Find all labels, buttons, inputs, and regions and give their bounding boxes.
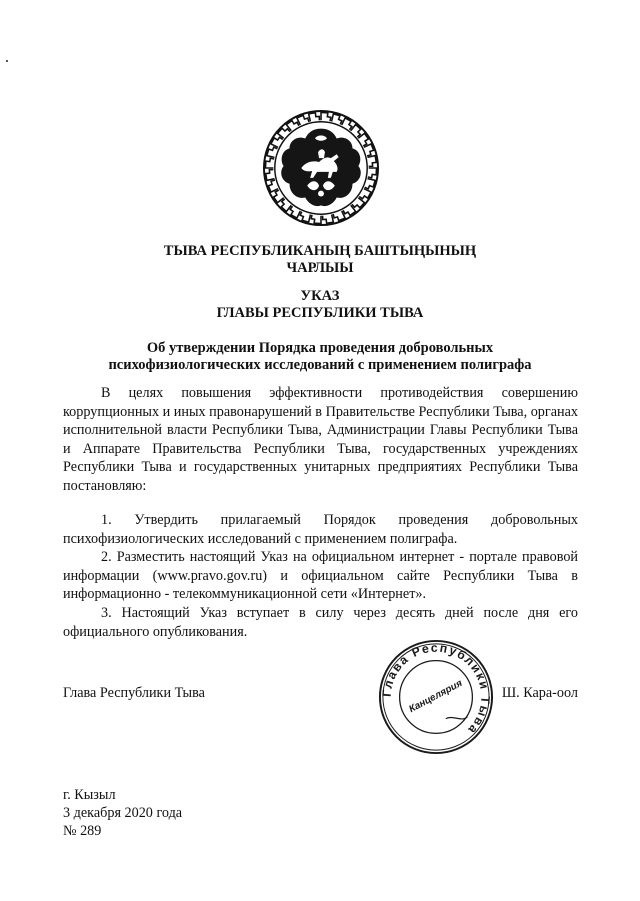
decree-item-2: 2. Разместить настоящий Указ на официальном интернет - портале правовой информации (www.pravo.gov.ru) и официальном сайте Республики Тыва в информационно - телекоммуникационной сети «Интернет». [63, 549, 578, 603]
decree-heading [60, 288, 580, 322]
republic-name-line-2: ЧАРЛЫЫ [286, 260, 354, 276]
meander-segment [265, 158, 274, 168]
meander-segment [368, 168, 377, 178]
decree-items [63, 511, 578, 641]
decree-city: г. Кызыл [63, 787, 116, 803]
meander-segment [367, 156, 376, 167]
meander-segment [309, 113, 320, 122]
meander-segment [323, 214, 334, 223]
decree-number: № 289 [63, 823, 102, 839]
decree-title-line-2: психофизиологических исследований с применением полиграфа [108, 357, 532, 373]
meander-segment [311, 215, 321, 224]
stamp-inner-text: Канцелярия [407, 677, 465, 716]
decree-issuer: ГЛАВЫ РЕСПУБЛИКИ ТЫВА [216, 305, 424, 321]
meander-segment [266, 170, 275, 181]
decree-item-1: 1. Утвердить прилагаемый Порядок проведения добровольных психофизиологических исследований с применением полиграфа. [63, 512, 578, 547]
decree-word: УКАЗ [300, 288, 340, 304]
meander-segment [321, 112, 331, 121]
stamp-squiggle [446, 717, 468, 719]
coat-of-arms-emblem [262, 109, 380, 227]
republic-name-heading [60, 243, 580, 277]
decree-footer [63, 786, 182, 840]
preamble-block [63, 384, 578, 496]
stamp-outer-text: Глава Республики Тыва [379, 640, 493, 738]
signatory-name: Ш. Кара-оол [501, 685, 578, 701]
official-stamp [377, 638, 495, 756]
signatory-position: Глава Республики Тыва [63, 685, 205, 701]
republic-name-line-1: ТЫВА РЕСПУБЛИКАНЫҢ БАШТЫҢЫНЫҢ [163, 243, 477, 259]
preamble-paragraph: В целях повышения эффективности противодействия совершению коррупционных и иных правонарушений в Правительстве Республики Тыва, органах исполнительной власти Республики Тыва, Администрации Главы Республики Тыва и Аппарате Правительства Республики Тыва, государственных учреждениях Республики Тыва и государственных унитарных предприятиях Республики Тыва постановляю: [63, 385, 578, 494]
decree-item-3: 3. Настоящий Указ вступает в силу через десять дней после дня его официального опубликования. [63, 604, 578, 640]
decree-title-line-1: Об утверждении Порядка проведения добровольных [146, 340, 494, 356]
scan-speck [6, 60, 8, 62]
decree-date: 3 декабря 2020 года [63, 805, 183, 821]
decree-title [60, 340, 580, 374]
